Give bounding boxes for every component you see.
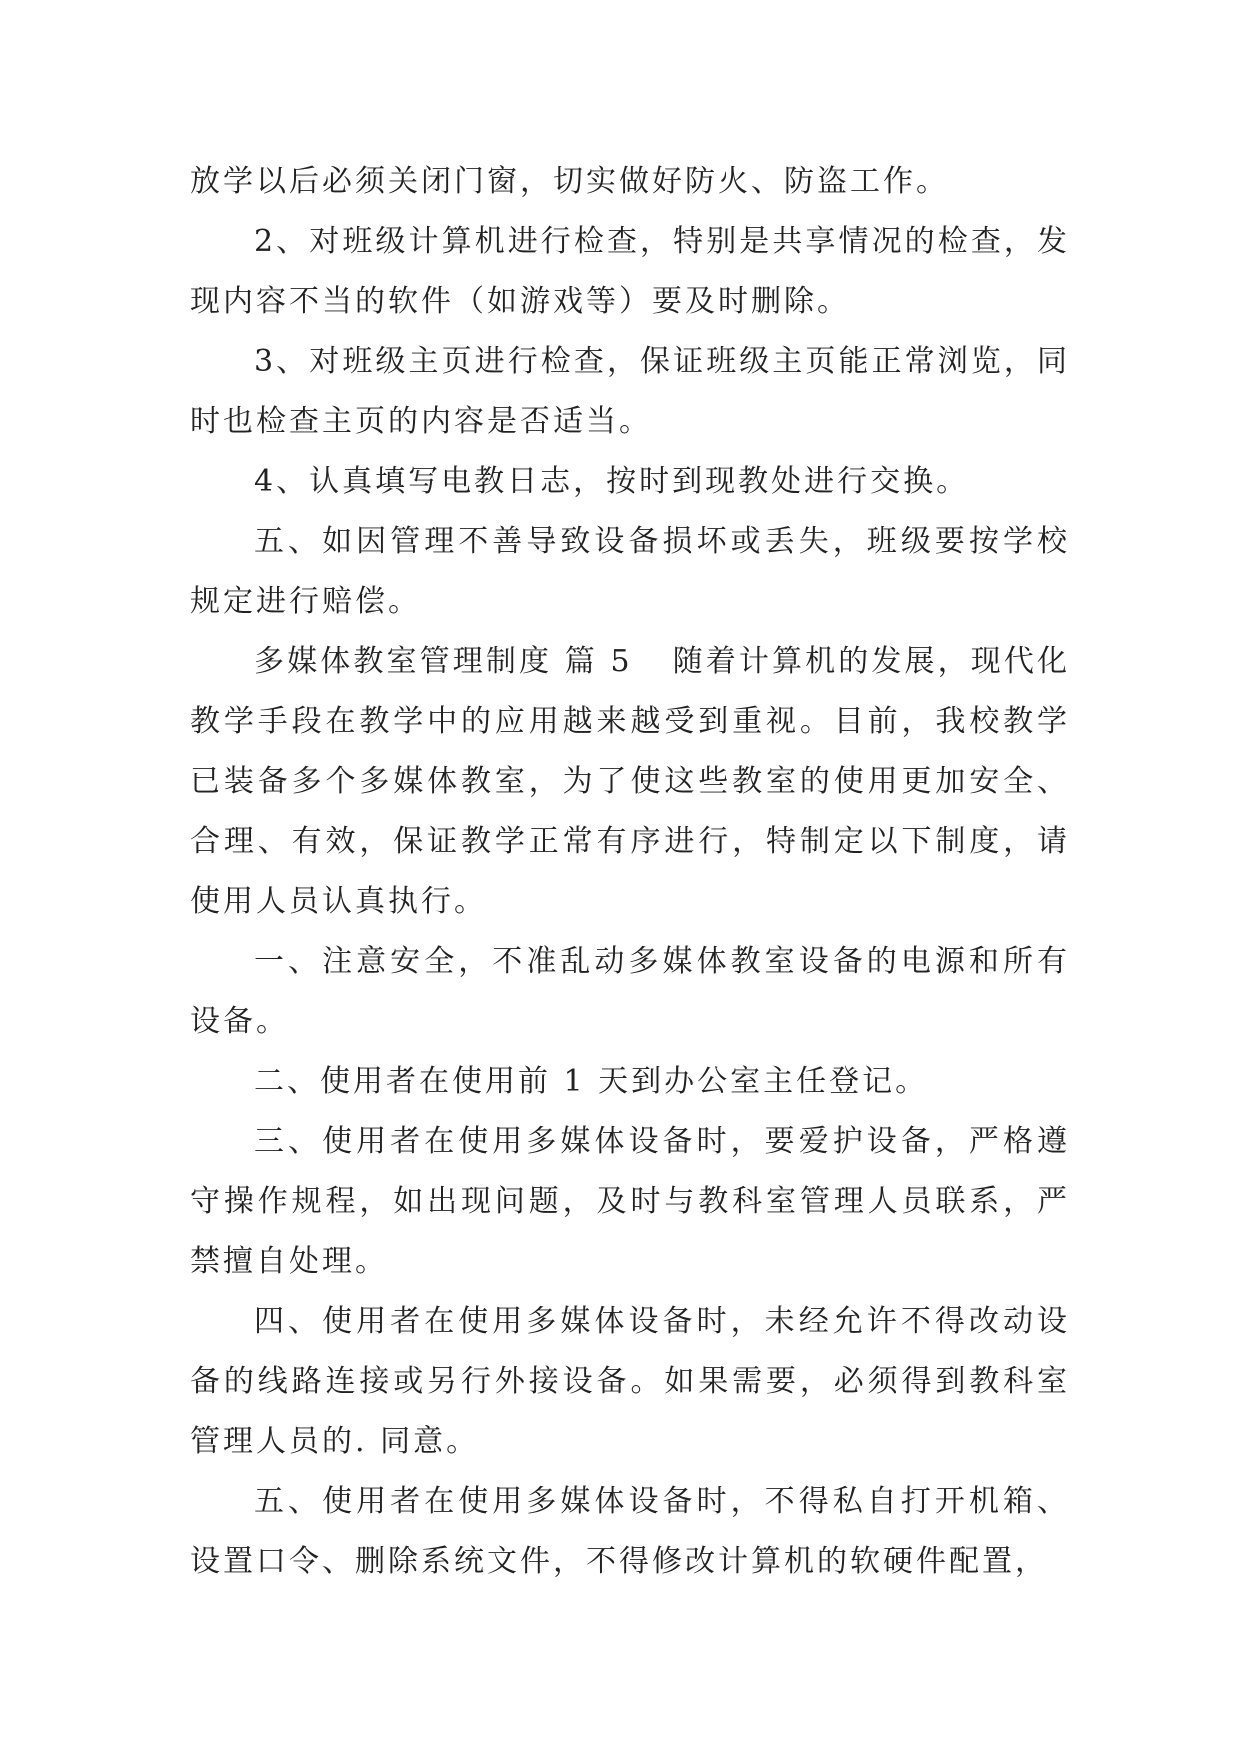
paragraph: 4、认真填写电教日志，按时到现教处进行交换。 — [254, 464, 970, 499]
section-heading: 多媒体教室管理制度 篇 5 — [254, 644, 633, 679]
paragraph: 3、对班级主页进行检查，保证班级主页能正常浏览，同时也检查主页的内容是否适当。 — [190, 344, 1070, 439]
rule-item: 五、使用者在使用多媒体设备时，不得私自打开机箱、设置口令、删除系统文件，不得修改计算机的软硬件配置， — [190, 1484, 1070, 1579]
document-body — [190, 152, 1070, 1592]
section-intro: 随着计算机的发展，现代化教学手段在教学中的应用越来越受到重视。目前，我校教学已装备多个多媒体教室，为了使这些教室的使用更加安全、合理、有效，保证教学正常有序进行，特制定以下制度，请使用人员认真执行。 — [190, 644, 1070, 919]
section-paragraph — [190, 632, 1070, 932]
paragraph: 五、如因管理不善导致设备损坏或丢失，班级要按学校规定进行赔偿。 — [190, 524, 1070, 619]
rule-item: 一、注意安全，不准乱动多媒体教室设备的电源和所有设备。 — [190, 944, 1070, 1039]
rule-item: 三、使用者在使用多媒体设备时，要爱护设备，严格遵守操作规程，如出现问题，及时与教科室管理人员联系，严禁擅自处理。 — [190, 1124, 1070, 1279]
paragraph: 放学以后必须关闭门窗，切实做好防火、防盗工作。 — [190, 164, 949, 199]
paragraph: 2、对班级计算机进行检查，特别是共享情况的检查，发现内容不当的软件（如游戏等）要及时删除。 — [190, 224, 1070, 319]
rule-item: 四、使用者在使用多媒体设备时，未经允许不得改动设备的线路连接或另行外接设备。如果需要，必须得到教科室管理人员的. 同意。 — [190, 1304, 1070, 1459]
rule-item: 二、使用者在使用前 1 天到办公室主任登记。 — [254, 1064, 929, 1099]
